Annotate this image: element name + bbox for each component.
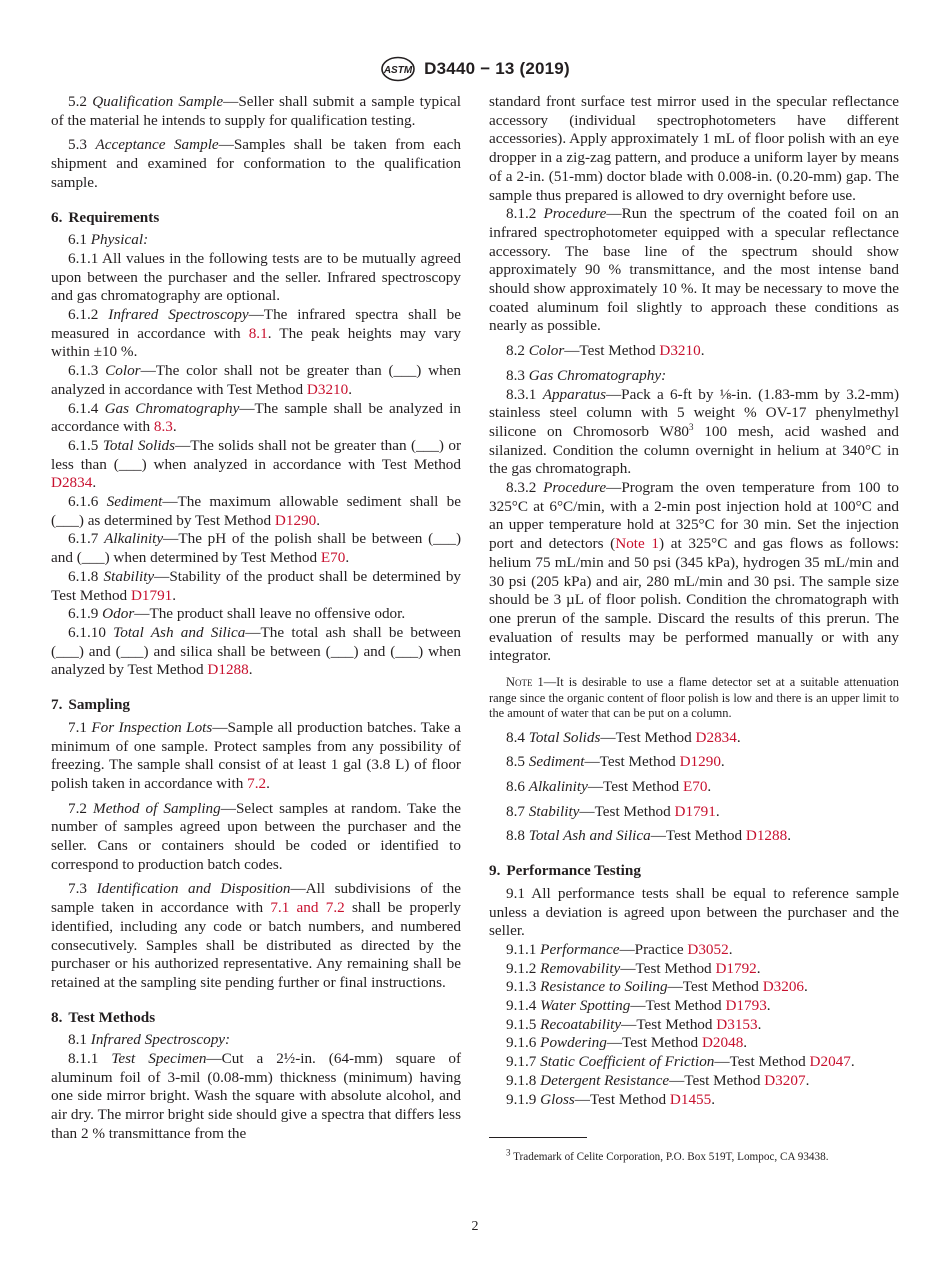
- ref-link[interactable]: D1290: [274, 511, 317, 529]
- ref-link[interactable]: D1791: [130, 586, 173, 604]
- paragraph-8-1-2: 8.1.2 Procedure—Run the spectrum of the coated foil on an infrared spectrophotometer equipped with a specular reflectance accessory. The base line of the spectrum should show approximately 90 % transmittance, and the most intense band should show approximately 10 %. It may be necessary to move the coated aluminum foil slightly to approach these conditions as nearly as possible.: [489, 205, 900, 335]
- ref-link[interactable]: D2048: [701, 1034, 744, 1052]
- ref-link[interactable]: D3210: [306, 380, 349, 398]
- ref-link[interactable]: 8.3: [153, 418, 173, 436]
- paragraph-8-7: 8.7 Stability—Test Method D1791.: [506, 802, 720, 820]
- ref-link[interactable]: D2834: [695, 728, 737, 746]
- ref-link[interactable]: 7.2: [247, 774, 267, 792]
- paragraph-9-1-2: 9.1.2 Removability—Test Method D1792.: [506, 959, 761, 977]
- paragraph-6-1-2: 6.1.2 Infrared Spectroscopy—The infrared spectra shall be measured in accordance with 8.1. The peak heights may vary within ±10 %.: [51, 306, 462, 361]
- paragraph-6-1-3: 6.1.3 Color—The color shall not be greater than (___) when analyzed in accordance with Test Method D3210.: [51, 362, 462, 398]
- ref-link[interactable]: D3153: [716, 1015, 758, 1033]
- note-link[interactable]: Note 1: [615, 535, 660, 553]
- right-column: [489, 93, 899, 1164]
- paragraph-6-1-9: 6.1.9 Odor—The product shall leave no offensive odor.: [68, 605, 406, 623]
- section-heading-9: 9. Performance Testing: [489, 862, 641, 880]
- document-id: D3440 − 13 (2019): [424, 59, 570, 78]
- footnote-separator: [489, 1137, 587, 1138]
- paragraph-5-3: 5.3 Acceptance Sample—Samples shall be taken from each shipment and examined for conformation to the qualification sample.: [51, 136, 462, 191]
- note-1: Note 1—It is desirable to use a flame detector set at a suitable attenuation range since the organic content of floor polish is low and there is an upper limit to the amount of water that can be put on a column.: [489, 675, 899, 721]
- section-heading-8: 8. Test Methods: [51, 1008, 156, 1026]
- paragraph-6-1-7: 6.1.7 Alkalinity—The pH of the polish shall be between (___) and (___) when determined by Test Method E70.: [51, 530, 462, 567]
- paragraph-9-1: 9.1 All performance tests shall be equal to reference sample unless a deviation is agreed upon between the purchaser and the seller.: [489, 884, 899, 940]
- paragraph-8-1: 8.1 Infrared Spectroscopy:: [68, 1031, 231, 1049]
- paragraph-8-3-2: 8.3.2 Procedure—Program the oven temperature from 100 to 325°C at 6°C/min, with a 2-min post injection hold at 100°C and an upper temperature hold at 325°C for 30 min. Set the injection port and detectors (Note 1) at 325°C and gas flows as follows: helium 75 mL/min and 50 psi (345 kPa), hydrogen 35 mL/min and 30 psi (205 kPa) and air, 280 mL/min and 30 psi. The sample size should be 3 µL of floor polish. Condition the chromatograph with one prerun of the sample. Discard the results of this prerun. The evaluation of results may be performed manually or with any integrator.: [489, 479, 900, 665]
- ref-link[interactable]: 7.1 and 7.2: [270, 899, 345, 917]
- paragraph-9-1-3: 9.1.3 Resistance to Soiling—Test Method D3206.: [506, 978, 808, 996]
- paragraph-6-1-5: 6.1.5 Total Solids—The solids shall not be greater than (___) or less than (___) when analyzed in accordance with Test Method D2834.: [51, 436, 462, 492]
- ref-link[interactable]: 8.1: [248, 324, 268, 342]
- paragraph-9-1-4: 9.1.4 Water Spotting—Test Method D1793.: [506, 997, 771, 1015]
- left-column: [51, 93, 461, 1144]
- ref-link[interactable]: E70: [682, 778, 708, 795]
- ref-link[interactable]: D1288: [745, 827, 788, 845]
- page-header: [0, 56, 950, 86]
- paragraph-8-5: 8.5 Sediment—Test Method D1290.: [506, 753, 725, 771]
- paragraph-7-1: 7.1 For Inspection Lots—Sample all production batches. Take a minimum of one sample. Protect samples from any possibility of freezing. The sample shall consist of at least 1 gal (3.8 L) of floor polish taken in accordance with 7.2.: [51, 718, 462, 792]
- ref-link[interactable]: D1791: [674, 802, 716, 820]
- ref-link[interactable]: D2047: [809, 1053, 851, 1071]
- paragraph-6-1-4: 6.1.4 Gas Chromatography—The sample shall be analyzed in accordance with 8.3.: [51, 399, 461, 436]
- paragraph-8-8: 8.8 Total Ash and Silica—Test Method D1288.: [506, 827, 791, 845]
- ref-link[interactable]: D3210: [659, 342, 701, 360]
- paragraph-9-1-5: 9.1.5 Recoatability—Test Method D3153.: [506, 1015, 762, 1033]
- paragraph-6-1-8: 6.1.8 Stability—Stability of the product shall be determined by Test Method D1791.: [51, 567, 462, 604]
- ref-link[interactable]: D1793: [725, 997, 767, 1015]
- paragraph-9-1-7: 9.1.7 Static Coefficient of Friction—Test Method D2047.: [506, 1053, 855, 1071]
- ref-link[interactable]: E70: [320, 549, 346, 567]
- paragraph-8-6: 8.6 Alkalinity—Test Method E70.: [506, 778, 712, 795]
- paragraph-9-1-6: 9.1.6 Powdering—Test Method D2048.: [506, 1034, 748, 1052]
- paragraph-6-1-6: 6.1.6 Sediment—The maximum allowable sediment shall be (___) as determined by Test Method D1290.: [51, 493, 461, 529]
- paragraph-8-1-1-continued: standard front surface test mirror used in the specular reflectance accessory (individual spectrophotometers have different accessories). Apply approximately 1 mL of floor polish with an eye dropper in a zig-zag pattern, and produce a uniform layer by means of a 2-in. (51-mm) doctor blade with 0.008-in. (0.20-mm) gap. The sample thus prepared is allowed to dry overnight before use.: [489, 93, 899, 204]
- ref-link[interactable]: D1290: [679, 753, 721, 771]
- ref-link[interactable]: D3207: [764, 1071, 806, 1089]
- paragraph-6-1-10: 6.1.10 Total Ash and Silica—The total ash shall be between (___) and (___) and silica shall be between (___) and (___) when analyzed by Test Method D1288.: [51, 623, 462, 679]
- paragraph-5-2: 5.2 Qualification Sample—Seller shall submit a sample typical of the material he intends to supply for qualification testing.: [51, 93, 461, 129]
- paragraph-8-3-1: 8.3.1 Apparatus—Pack a 6-ft by ⅛-in. (1.83-mm by 3.2-mm) stainless steel column with 5 weight % OV-17 phenylmethyl silicone on Chromosorb $W80^3$ 100 mesh, acid washed and silanized. Condition the column overnight in helium at 340°C in the gas chromatograph.: [489, 385, 900, 478]
- ref-link[interactable]: D3052: [687, 940, 729, 958]
- ref-link[interactable]: D1792: [715, 959, 757, 977]
- paragraph-8-4: 8.4 Total Solids—Test Method D2834.: [506, 728, 741, 746]
- ref-link[interactable]: D3206: [762, 978, 805, 996]
- section-heading-6: 6. Requirements: [51, 208, 160, 226]
- paragraph-6-1: 6.1 Physical:: [68, 231, 149, 249]
- paragraph-9-1-8: 9.1.8 Detergent Resistance—Test Method D3207.: [506, 1071, 810, 1089]
- paragraph-8-3: 8.3 Gas Chromatography:: [506, 366, 667, 384]
- ref-link[interactable]: D1455: [669, 1090, 712, 1108]
- paragraph-8-1-1: 8.1.1 Test Specimen—Cut a 2½-in. (64-mm) square of aluminum foil of 3-mil (0.08-mm) thickness (minimum) having one side mirror bright. Wash the square with absolute alcohol, and air dry. The mirror bright side should give a spectra that differs less than 2 % transmittance from the: [51, 1050, 461, 1142]
- paragraph-7-3: 7.3 Identification and Disposition—All subdivisions of the sample taken in accordance with 7.1 and 7.2 shall be properly identified, including any code or batch numbers, and numbered consecutively. Samples shall be distributed as directed by the purchaser or his authorized representative. Any remaining shall be retained at the sampling site pending further or final instructions.: [51, 880, 462, 991]
- page-number: 2: [471, 1219, 479, 1234]
- ref-link[interactable]: D1288: [207, 661, 249, 679]
- section-heading-7: 7. Sampling: [51, 696, 131, 714]
- svg-text:ASTM: ASTM: [384, 65, 413, 76]
- paragraph-9-1-1: 9.1.1 Performance—Practice D3052.: [506, 940, 733, 958]
- paragraph-9-1-9: 9.1.9 Gloss—Test Method D1455.: [506, 1090, 716, 1108]
- ref-link[interactable]: D2834: [51, 474, 93, 492]
- astm-logo-icon: [380, 56, 416, 82]
- footnote: $^3$ Trademark of Celite Corporation, P.O. Box 519T, Lompoc, CA 93438.: [506, 1147, 829, 1164]
- paragraph-6-1-1: 6.1.1 All values in the following tests are to be mutually agreed upon between the purchaser and the seller. Infrared spectroscopy and gas chromatography are optional.: [51, 249, 461, 305]
- paragraph-7-2: 7.2 Method of Sampling—Select samples at random. Take the number of samples agreed upon between the purchaser and the seller. Cans or containers should be coded or identified to correspond to production batch codes.: [51, 799, 461, 873]
- paragraph-8-2: 8.2 Color—Test Method D3210.: [506, 342, 705, 360]
